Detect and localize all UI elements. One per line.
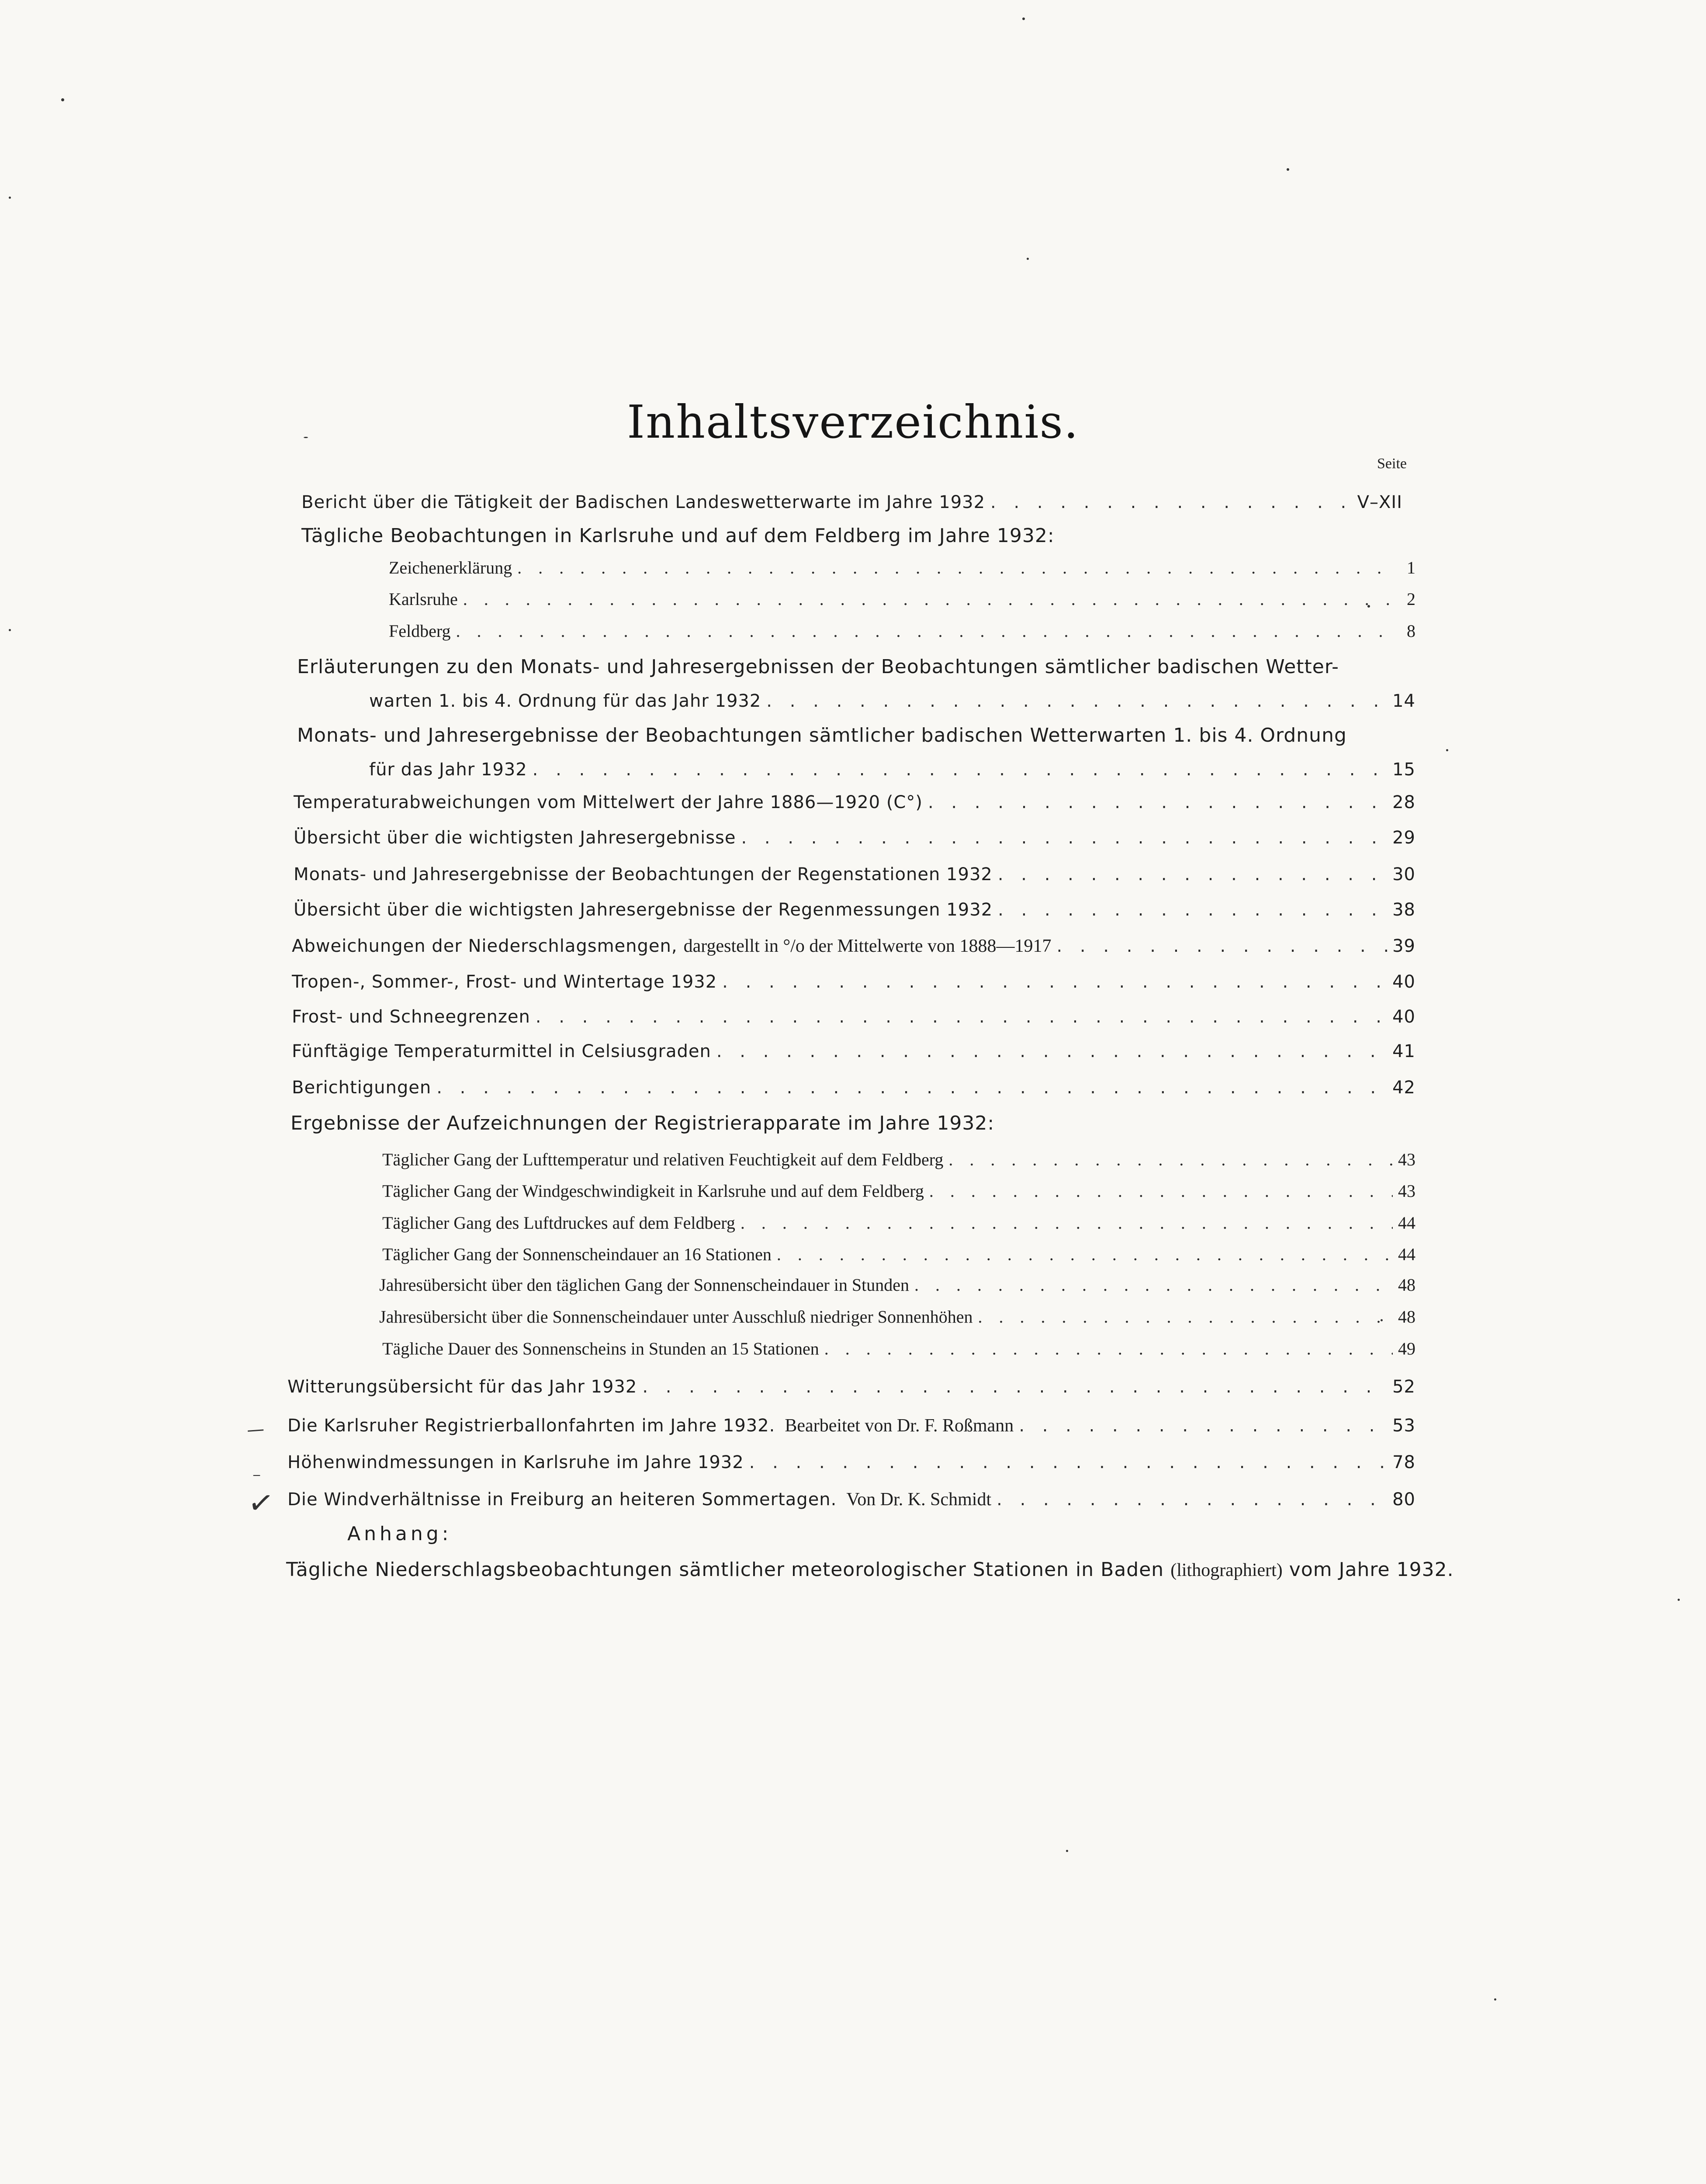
dot-leader <box>978 1308 1393 1326</box>
scan-speck <box>1022 17 1025 20</box>
toc-entry-page: 29 <box>1392 828 1415 848</box>
scan-speck <box>61 98 64 101</box>
toc-entry-page: 40 <box>1392 972 1415 992</box>
toc-entry-label: Übersicht über die wichtigsten Jahresergebnisse <box>294 828 736 848</box>
dot-leader <box>929 1182 1393 1200</box>
appendix-text-main: Tägliche Niederschlagsbeobachtungen sämtlicher meteorologischer Stationen in Baden <box>286 1559 1164 1581</box>
dot-leader <box>997 1491 1387 1508</box>
toc-entry-label: Jahresübersicht über die Sonnenscheindauer unter Ausschluß niedriger Sonnenhöhen <box>379 1307 973 1327</box>
toc-entry <box>382 1246 1415 1263</box>
toc-entry-label: Monats- und Jahresergebnisse der Beobachtungen sämtlicher badischen Wetterwarten 1. bis 4. Ordnung <box>297 724 1347 746</box>
toc-entry <box>379 1276 1415 1294</box>
toc-entry-label: Temperaturabweichungen vom Mittelwert der Jahre 1886—1920 (C°) <box>294 792 923 812</box>
toc-entry-page: 8 <box>1407 621 1415 641</box>
toc-entry-label: Bericht über die Tätigkeit der Badischen Landeswetterwarte im Jahre 1932 <box>301 492 986 512</box>
toc-entry <box>301 494 1402 511</box>
toc-entry-page: 39 <box>1392 936 1415 956</box>
dot-leader <box>463 591 1393 608</box>
toc-entry <box>369 761 1415 778</box>
dot-leader <box>1019 1417 1387 1434</box>
dot-leader <box>914 1276 1393 1294</box>
toc-entry-page: 2 <box>1407 589 1415 609</box>
toc-entry <box>292 937 1415 955</box>
toc-entry <box>287 1417 1415 1435</box>
toc-entry-page: 30 <box>1392 864 1415 885</box>
dot-leader <box>948 1151 1393 1168</box>
toc-entry-label: Übersicht über die wichtigsten Jahresergebnisse der Regenmessungen 1932 <box>294 900 993 920</box>
appendix-heading: Anhang: <box>347 1523 452 1545</box>
dot-leader <box>1056 937 1387 955</box>
toc-entry-label-suffix: dargestellt in °/o der Mittelwerte von 1888—1917 <box>683 936 1052 956</box>
toc-entry <box>287 1454 1415 1471</box>
dot-leader <box>536 1008 1387 1026</box>
toc-entry <box>294 794 1415 811</box>
toc-entry-label-suffix: Von Dr. K. Schmidt <box>846 1489 992 1510</box>
dot-leader <box>716 1043 1387 1060</box>
dot-leader <box>777 1246 1393 1263</box>
toc-entry <box>389 591 1415 608</box>
toc-entry <box>287 1378 1415 1396</box>
toc-entry <box>287 1490 1415 1509</box>
margin-dash-mark: — <box>246 1419 265 1441</box>
dot-leader <box>642 1378 1387 1396</box>
scan-speck <box>1027 258 1029 260</box>
dot-leader <box>741 1214 1393 1232</box>
toc-entry-page: 52 <box>1392 1377 1415 1397</box>
toc-entry-label: Zeichenerklärung <box>389 558 512 577</box>
toc-entry-label: Karlsruhe <box>389 589 458 609</box>
toc-entry-label: Jahresübersicht über den täglichen Gang der Sonnenscheindauer in Stunden <box>379 1275 909 1295</box>
toc-entry <box>382 1151 1415 1168</box>
toc-entry-label: Höhenwindmessungen in Karlsruhe im Jahre 1932 <box>287 1452 744 1472</box>
toc-entry-page: 40 <box>1392 1007 1415 1027</box>
toc-entry-page: 1 <box>1407 558 1415 577</box>
toc-entry <box>379 1308 1415 1326</box>
dot-leader <box>517 559 1393 577</box>
toc-entry-label: Witterungsübersicht für das Jahr 1932 <box>287 1377 637 1397</box>
scan-speck <box>1494 1998 1496 2001</box>
toc-entry-page: 43 <box>1398 1181 1415 1201</box>
appendix-text <box>286 1560 1454 1579</box>
toc-section-heading: Ergebnisse der Aufzeichnungen der Registrierapparate im Jahre 1932: <box>291 1112 995 1134</box>
dot-leader <box>998 866 1387 883</box>
toc-entry-label: Abweichungen der Niederschlagsmengen, <box>292 936 678 956</box>
dot-leader <box>928 794 1387 811</box>
dot-leader <box>824 1340 1393 1358</box>
toc-entry-page: V–XII <box>1357 492 1402 512</box>
scan-speck <box>1066 1850 1068 1852</box>
dot-leader <box>749 1454 1387 1471</box>
page-title: Inhaltsverzeichnis. <box>627 395 1079 449</box>
margin-check-mark: ✓ <box>246 1483 277 1523</box>
toc-entry-page: 48 <box>1398 1275 1415 1295</box>
toc-entry-page: 44 <box>1398 1213 1415 1233</box>
toc-entry-label: Tägliche Dauer des Sonnenscheins in Stunden an 15 Stationen <box>382 1339 819 1358</box>
toc-entry <box>294 829 1415 847</box>
toc-entry-page: 78 <box>1392 1452 1415 1472</box>
toc-entry-label-suffix: Bearbeitet von Dr. F. Roßmann <box>785 1416 1014 1436</box>
toc-entry-label: Berichtigungen <box>292 1078 432 1098</box>
toc-entry-page: 80 <box>1392 1489 1415 1510</box>
toc-section-heading: Tägliche Beobachtungen in Karlsruhe und auf dem Feldberg im Jahre 1932: <box>301 525 1055 547</box>
toc-entry <box>389 559 1415 577</box>
toc-entry <box>292 1043 1415 1060</box>
toc-entry-page: 43 <box>1398 1150 1415 1169</box>
toc-entry-label: Die Windverhältnisse in Freiburg an heiteren Sommertagen. <box>287 1489 837 1510</box>
appendix-text-suffix: (lithographiert) <box>1170 1560 1283 1580</box>
dot-leader <box>990 494 1352 511</box>
toc-entry <box>369 692 1415 710</box>
toc-entry <box>382 1340 1415 1358</box>
scan-speck <box>9 197 11 199</box>
margin-dash-mark: _ <box>253 1461 260 1476</box>
scan-speck <box>1678 1599 1680 1601</box>
toc-entry-label: Täglicher Gang der Windgeschwindigkeit in Karlsruhe und auf dem Feldberg <box>382 1181 924 1201</box>
scan-speck <box>1367 605 1370 608</box>
toc-entry-label: Monats- und Jahresergebnisse der Beobachtungen der Regenstationen 1932 <box>294 864 993 885</box>
toc-entry-page: 53 <box>1392 1416 1415 1436</box>
dot-leader <box>766 692 1387 710</box>
toc-entry-page: 48 <box>1398 1307 1415 1327</box>
toc-entry-page: 28 <box>1392 792 1415 812</box>
page-column-header: Seite <box>1377 456 1407 472</box>
toc-entry-label: Die Karlsruher Registrierballonfahrten im Jahre 1932. <box>287 1416 775 1436</box>
toc-entry-page: 15 <box>1392 760 1415 780</box>
toc-entry-page: 49 <box>1398 1339 1415 1358</box>
dot-leader <box>436 1079 1387 1096</box>
toc-entry <box>382 1182 1415 1200</box>
appendix-text-end: vom Jahre 1932. <box>1289 1559 1454 1581</box>
toc-entry-label: Feldberg <box>389 621 451 641</box>
toc-entry <box>389 622 1415 640</box>
toc-entry-page: 38 <box>1392 900 1415 920</box>
toc-entry-label: Frost- und Schneegrenzen <box>292 1007 530 1027</box>
toc-entry <box>292 1079 1415 1096</box>
dot-leader <box>998 901 1387 919</box>
toc-entry <box>294 901 1415 919</box>
scan-speck <box>9 629 11 631</box>
toc-entry <box>294 866 1415 883</box>
scan-speck <box>1381 1319 1383 1321</box>
toc-entry-label: Täglicher Gang des Luftdruckes auf dem Feldberg <box>382 1213 735 1233</box>
toc-entry-label: Tropen-, Sommer-, Frost- und Wintertage 1932 <box>292 972 717 992</box>
toc-entry-continuation: warten 1. bis 4. Ordnung für das Jahr 1932 <box>369 691 761 711</box>
toc-entry <box>292 1008 1415 1026</box>
dot-leader <box>722 973 1387 991</box>
toc-entry-page: 42 <box>1392 1078 1415 1098</box>
toc-entry-continuation: für das Jahr 1932 <box>369 760 527 780</box>
dot-leader <box>456 622 1393 640</box>
toc-entry <box>292 973 1415 991</box>
toc-entry-label: Erläuterungen zu den Monats- und Jahresergebnissen der Beobachtungen sämtlicher badischen Wetter- <box>297 656 1339 678</box>
toc-entry-label: Fünftägige Temperaturmittel in Celsiusgraden <box>292 1041 711 1061</box>
toc-entry-page: 14 <box>1392 691 1415 711</box>
toc-entry <box>382 1214 1415 1232</box>
toc-entry-label: Täglicher Gang der Sonnenscheindauer an 16 Stationen <box>382 1244 772 1264</box>
toc-entry-label: Täglicher Gang der Lufttemperatur und relativen Feuchtigkeit auf dem Feldberg <box>382 1150 944 1169</box>
toc-entry-page: 44 <box>1398 1244 1415 1264</box>
dot-leader <box>741 829 1388 847</box>
scan-speck <box>1446 749 1448 751</box>
scan-speck <box>1287 168 1289 171</box>
dot-leader <box>533 761 1387 778</box>
toc-entry-page: 41 <box>1392 1041 1415 1061</box>
scan-speck <box>304 437 308 438</box>
